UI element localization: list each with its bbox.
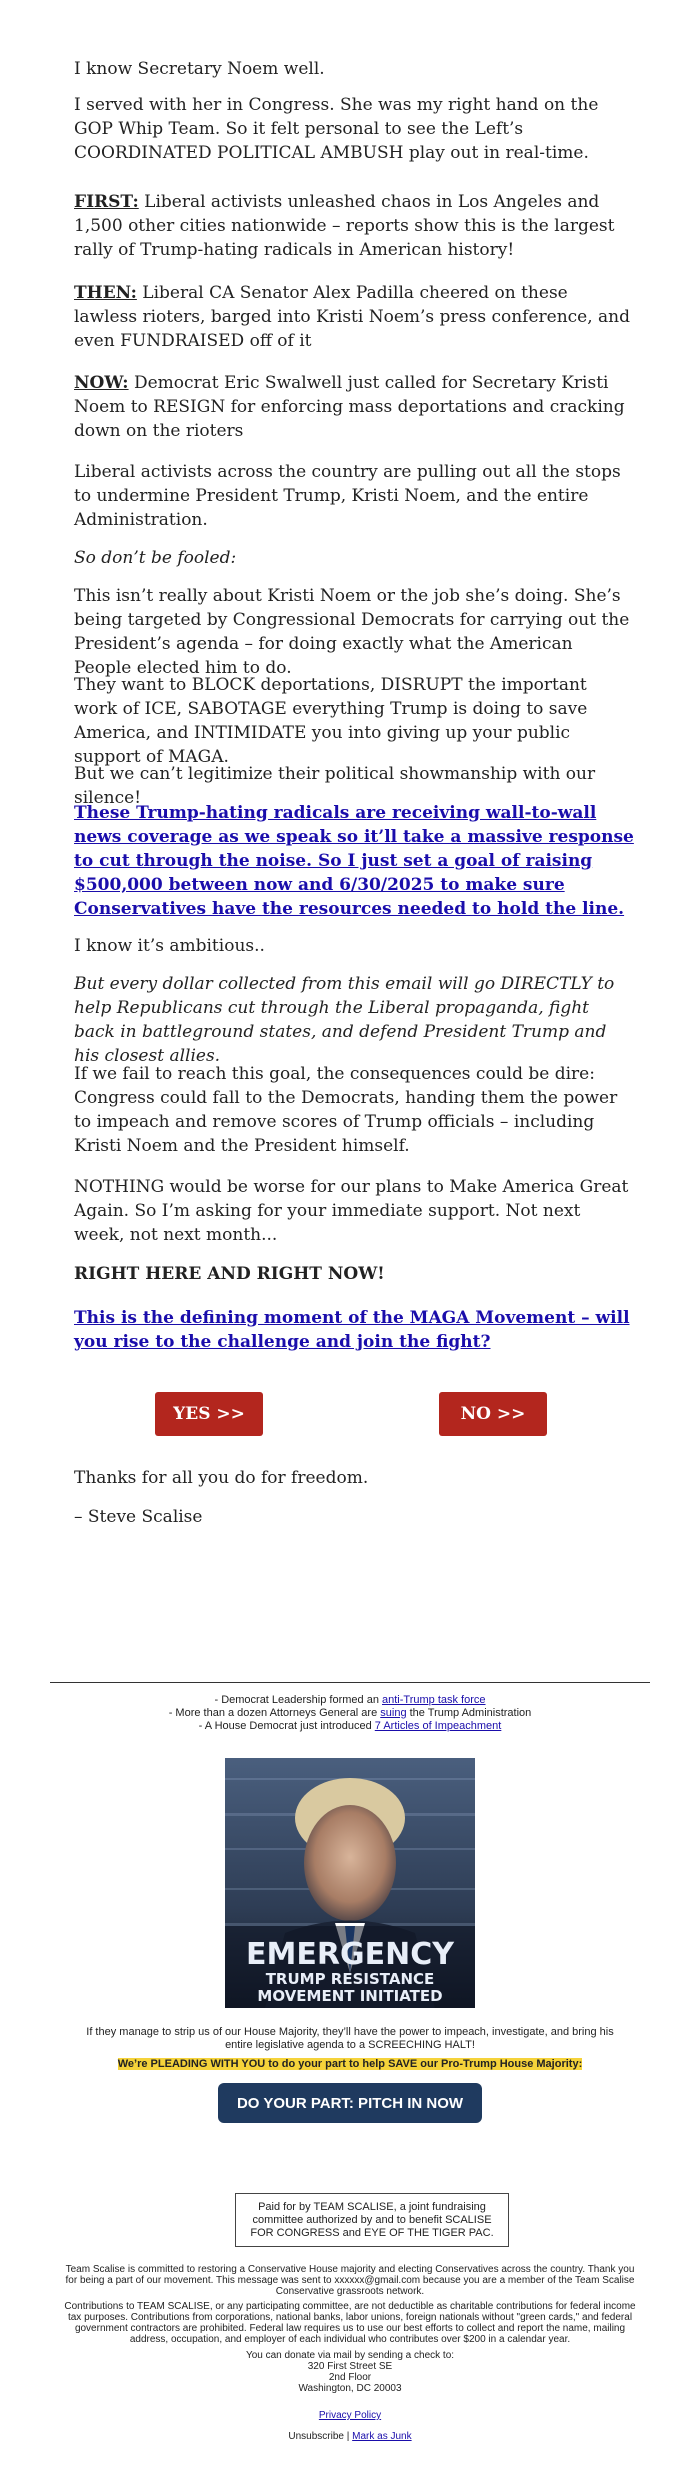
plead-line [0, 2058, 700, 2071]
face-shape [304, 1805, 396, 1921]
divider [50, 1682, 650, 1683]
label-first: FIRST: [74, 192, 139, 212]
paragraph: If we fail to reach this goal, the consequences could be dire: Congress could fall to the Democrats, handing them the power to impeach and remove scores of Trump officials – including Kristi Noem and the President himself. [74, 1064, 618, 1156]
paragraph: RIGHT HERE AND RIGHT NOW! [74, 1264, 385, 1284]
paragraph: NOTHING would be worse for our plans to Make America Great Again. So I’m asking for your immediate support. Not next week, not next month... [74, 1177, 629, 1245]
emergency-title: EMERGENCY [246, 1937, 454, 1972]
emergency-graphic [225, 1758, 475, 2008]
bullet-line [0, 1694, 700, 1707]
paid-for-text: Paid for by TEAM SCALISE, a joint fundraising committee authorized by and to benefit SCALISE FOR CONGRESS and EYE OF THE TIGER PAC. [250, 2200, 494, 2239]
thanks-text: Thanks for all you do for freedom. [74, 1468, 369, 1488]
yes-button[interactable]: YES >> [155, 1392, 263, 1436]
suing-link[interactable]: suing [380, 1707, 407, 1719]
join-fight-link[interactable]: This is the defining moment of the MAGA Movement – will you rise to the challenge and join the fight? [74, 1308, 630, 1352]
mail-line: You can donate via mail by sending a check to: [245, 2350, 455, 2361]
paragraph: They want to BLOCK deportations, DISRUPT the important work of ICE, SABOTAGE everything Trump is doing to save America, and INTIMIDATE you into giving up your public support of MAGA. [74, 675, 588, 767]
footer-bullets [0, 1694, 700, 1733]
paragraph: But we can’t legitimize their political showmanship with our silence! [74, 764, 596, 808]
contribution-disclaimer: Contributions to TEAM SCALISE, or any participating committee, are not deductible as charitable contributions for federal income tax purposes. Contributions from corporations, national banks, labor unions, foreign nationals without "green cards," and federal government contractors are prohibited. Federal law requires us to use our best efforts to collect and report the name, mailing address, occupation, and employer of each individual who contributes over $200 in a calendar year. [64, 2301, 636, 2345]
donate-link[interactable]: These Trump-hating radicals are receiving wall-to-wall news coverage as we speak so it’ll take a massive response to cut through the noise. So I just set a goal of raising $500,000 between now and 6/30/2025 to make sure Conservatives have the resources needed to hold the line. [74, 803, 634, 919]
bullet-text: - More than a dozen Attorneys General are [168, 1707, 381, 1719]
paragraph-text: Liberal activists unleashed chaos in Los Angeles and 1,500 other cities nationwide – reports show this is the largest rally of Trump-hating radicals in American history! [74, 192, 615, 260]
mark-junk-link[interactable]: Mark as Junk [352, 2431, 412, 2442]
plead-highlight: We’re PLEADING WITH YOU to do your part to help SAVE our Pro-Trump House Majority: [117, 2058, 583, 2070]
mail-line: Washington, DC 20003 [298, 2383, 402, 2394]
paragraph: Liberal activists across the country are pulling out all the stops to undermine President Trump, Kristi Noem, and the entire Administration. [74, 462, 621, 530]
paragraph: But every dollar collected from this email will go DIRECTLY to help Republicans cut through the Liberal propaganda, fight back in battleground states, and defend President Trump and his closest allies. [74, 974, 615, 1066]
paragraph-text: Liberal CA Senator Alex Padilla cheered on these lawless rioters, barged into Kristi Noem’s press conference, and even FUNDRAISED off of it [74, 283, 631, 351]
task-force-link[interactable]: anti-Trump task force [382, 1694, 486, 1706]
privacy-policy-link[interactable]: Privacy Policy [318, 2410, 382, 2421]
bullet-line [0, 1720, 700, 1733]
emergency-image[interactable] [225, 1758, 475, 2008]
bullet-text: the Trump Administration [406, 1707, 532, 1719]
paragraph [74, 801, 634, 921]
unsubscribe-line [0, 2430, 700, 2443]
pitch-in-button[interactable]: DO YOUR PART: PITCH IN NOW [218, 2083, 482, 2123]
mail-line: 320 First Street SE [307, 2361, 393, 2372]
paragraph [74, 281, 634, 353]
warning-text: If they manage to strip us of our House Majority, they’ll have the power to impeach, investigate, and bring his entire legislative agenda to a SCREECHING HALT! [86, 2026, 614, 2051]
paragraph: So don’t be fooled: [74, 548, 237, 568]
separator: | [343, 2431, 353, 2442]
privacy-line [0, 2409, 700, 2422]
paragraph [74, 371, 634, 443]
emergency-subtitle-1: TRUMP RESISTANCE [265, 1970, 435, 1988]
bullet-text: - Democrat Leadership formed an [214, 1694, 382, 1706]
paid-for-box [235, 2193, 509, 2247]
paragraph: I know it’s ambitious.. [74, 936, 265, 956]
bullet-text: - A House Democrat just introduced [198, 1720, 375, 1732]
mail-line: 2nd Floor [328, 2372, 372, 2383]
paragraph [74, 1306, 634, 1354]
label-now: NOW: [74, 373, 129, 393]
emergency-subtitle-2: MOVEMENT INITIATED [257, 1987, 443, 2005]
label-then: THEN: [74, 283, 137, 303]
mail-address [0, 2350, 700, 2394]
impeachment-link[interactable]: 7 Articles of Impeachment [374, 1720, 502, 1732]
no-button[interactable]: NO >> [439, 1392, 547, 1436]
signature: – Steve Scalise [74, 1507, 203, 1527]
paragraph: I know Secretary Noem well. [74, 59, 325, 79]
unsubscribe-link[interactable]: Unsubscribe [288, 2431, 344, 2442]
paragraph: I served with her in Congress. She was my right hand on the GOP Whip Team. So it felt personal to see the Left’s COORDINATED POLITICAL AMBUSH play out in real-time. [74, 95, 599, 163]
paragraph-text: Democrat Eric Swalwell just called for Secretary Kristi Noem to RESIGN for enforcing mass deportations and cracking down on the rioters [74, 373, 625, 441]
paragraph: This isn’t really about Kristi Noem or the job she’s doing. She’s being targeted by Congressional Democrats for carrying out the President’s agenda – for doing exactly what the American People elected him to do. [74, 586, 630, 678]
bullet-line [0, 1707, 700, 1720]
paragraph [74, 190, 634, 262]
commitment-text: Team Scalise is committed to restoring a Conservative House majority and electing Conservatives across the country. Thank you for being a part of our movement. This message was sent to xxxxxx@gmail.com because you are a member of the Team Scalise Conservative grassroots network. [65, 2264, 635, 2297]
